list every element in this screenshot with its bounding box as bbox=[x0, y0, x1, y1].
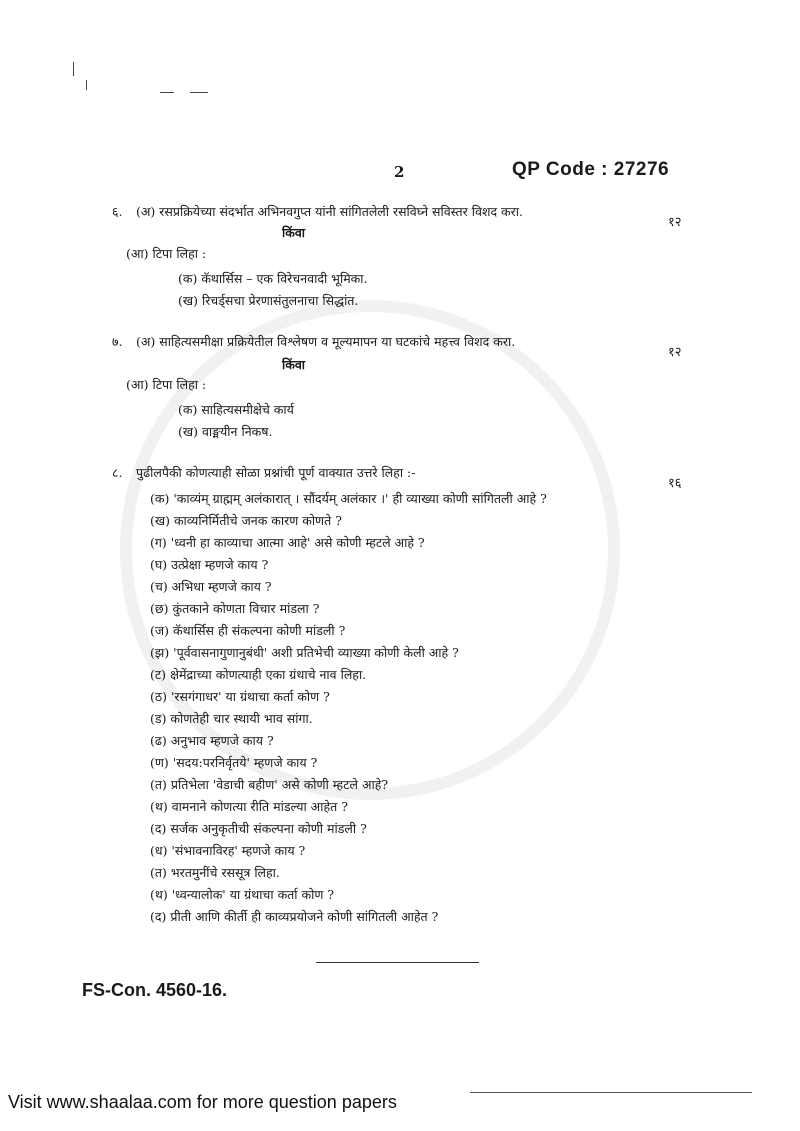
q8-item: (ड) कोणतेही चार स्थायी भाव सांगा. bbox=[150, 711, 313, 726]
scan-speck bbox=[86, 80, 87, 90]
q8-item: (ध) 'संभावनाविरह' म्हणजे काय ? bbox=[150, 843, 306, 858]
q7-number: ७. bbox=[112, 334, 123, 349]
q6-number: ६. bbox=[112, 204, 123, 219]
q8-marks: १६ bbox=[668, 476, 682, 491]
q6-part-b: (आ) टिपा लिहा : bbox=[126, 246, 207, 261]
q8-item: (ग) 'ध्वनी हा काव्याचा आत्मा आहे' असे कोणी म्हटले आहे ? bbox=[150, 535, 425, 550]
q7-item-2: (ख) वाङ्मयीन निकष. bbox=[178, 424, 273, 439]
q8-item: (ट) क्षेमेंद्राच्या कोणत्याही एका ग्रंथाचे नाव लिहा. bbox=[150, 667, 367, 682]
q8-item: (थ) 'ध्वन्यालोक' या ग्रंथाचा कर्ता कोण ? bbox=[150, 887, 335, 902]
q6-part-a: (अ) रसप्रक्रियेच्या संदर्भात अभिनवगुप्त यांनी सांगितलेली रसविघ्ने सविस्तर विशद करा. bbox=[136, 204, 523, 219]
q6-or: किंवा bbox=[282, 225, 306, 240]
q8-item: (ण) 'सदय:परनिर्वृतये' म्हणजे काय ? bbox=[150, 755, 318, 770]
q7-item-1: (क) साहित्यसमीक्षेचे कार्य bbox=[178, 402, 294, 417]
q8-item: (ठ) 'रसगंगाधर' या ग्रंथाचा कर्ता कोण ? bbox=[150, 689, 330, 704]
q8-item: (थ) वामनाने कोणत्या रीति मांडल्या आहेत ? bbox=[150, 799, 348, 814]
scan-speck bbox=[160, 92, 174, 93]
q8-item: (द) प्रीती आणि कीर्ती ही काव्यप्रयोजने कोणी सांगितली आहेत ? bbox=[150, 909, 439, 924]
footer-code: FS-Con. 4560-16. bbox=[82, 980, 228, 1000]
scan-speck bbox=[190, 92, 208, 93]
q7-marks: १२ bbox=[668, 345, 682, 360]
scan-speck bbox=[73, 62, 74, 76]
q8-item: (घ) उत्प्रेक्षा म्हणजे काय ? bbox=[150, 557, 269, 572]
footer-divider bbox=[470, 1092, 752, 1093]
q8-item: (झ) 'पूर्ववासनागुणानुबंधी' अशी प्रतिभेची व्याख्या कोणी केली आहे ? bbox=[150, 645, 459, 660]
q6-item-2: (ख) रिचर्ड्सचा प्रेरणासंतुलनाचा सिद्धांत. bbox=[178, 293, 359, 308]
q7-part-a: (अ) साहित्यसमीक्षा प्रक्रियेतील विश्लेषण व मूल्यमापन या घटकांचे महत्त्व विशद करा. bbox=[136, 334, 516, 349]
q8-intro: पुढीलपैकी कोणत्याही सोळा प्रश्नांची पूर्ण वाक्यात उत्तरे लिहा :- bbox=[136, 465, 416, 480]
qp-code: QP Code : 27276 bbox=[512, 159, 670, 180]
q8-item: (त) भरतमुनींचे रससूत्र लिहा. bbox=[150, 865, 280, 880]
q8-item: (द) सर्जक अनुकृतीची संकल्पना कोणी मांडली ? bbox=[150, 821, 367, 836]
visit-link[interactable]: Visit www.shaalaa.com for more question papers bbox=[8, 1092, 397, 1112]
q8-item: (छ) कुंतकाने कोणता विचार मांडला ? bbox=[150, 601, 320, 616]
q7-or: किंवा bbox=[282, 357, 306, 372]
q8-item: (च) अभिधा म्हणजे काय ? bbox=[150, 579, 272, 594]
page-number: 2 bbox=[394, 163, 405, 181]
q6-marks: १२ bbox=[668, 215, 682, 230]
q8-item: (ख) काव्यनिर्मितीचे जनक कारण कोणते ? bbox=[150, 513, 342, 528]
q8-item: (ज) कॅथार्सिस ही संकल्पना कोणी मांडली ? bbox=[150, 623, 346, 638]
q7-part-b: (आ) टिपा लिहा : bbox=[126, 377, 207, 392]
q8-item: (त) प्रतिभेला 'वेडाची बहीण' असे कोणी म्हटले आहे? bbox=[150, 777, 389, 792]
q8-number: ८. bbox=[112, 465, 123, 480]
q8-item: (क) 'काव्यंम् ग्राह्मम् अलंकारात् । सौंदर्यम् अलंकार ।' ही व्याख्या कोणी सांगितली आहे ? bbox=[150, 491, 547, 506]
q8-item: (ढ) अनुभाव म्हणजे काय ? bbox=[150, 733, 274, 748]
end-divider bbox=[316, 962, 479, 963]
q6-item-1: (क) कॅथार्सिस – एक विरेचनवादी भूमिका. bbox=[178, 271, 368, 286]
